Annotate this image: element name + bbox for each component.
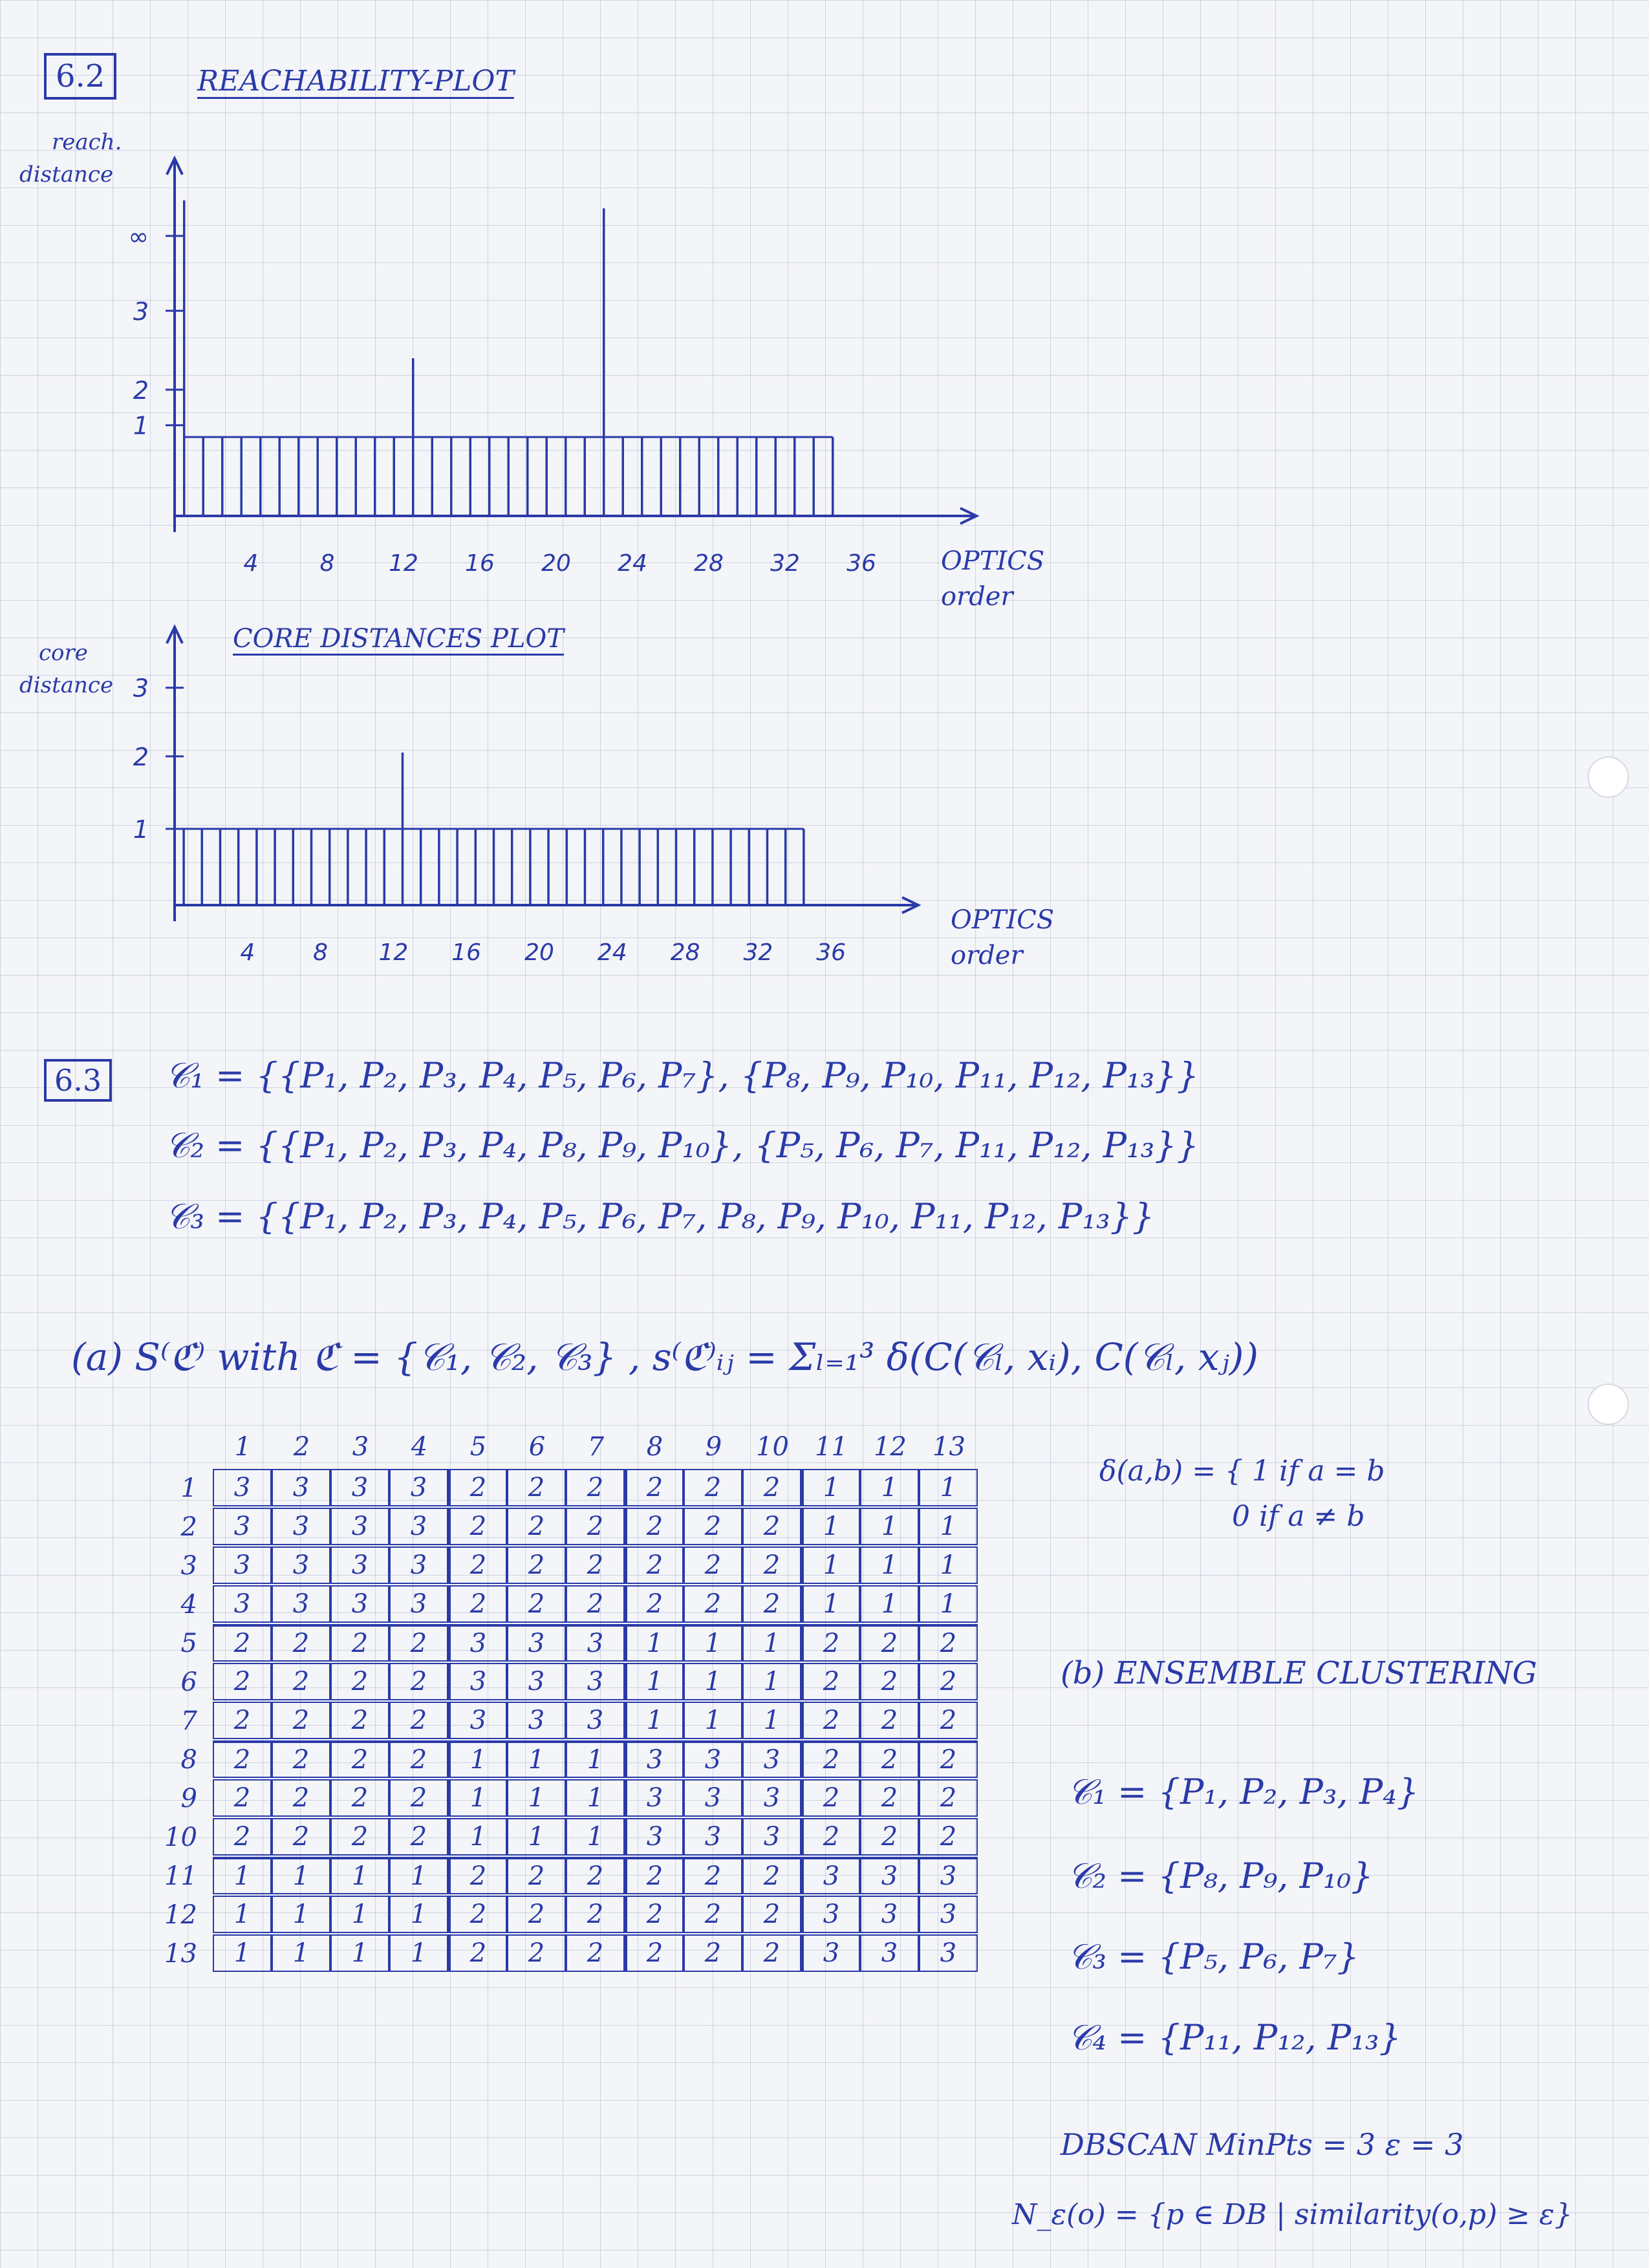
- matrix-row-label: 11: [164, 1861, 197, 1891]
- core-ytick-label-1: 1: [133, 815, 149, 844]
- matrix-col-label: 10: [756, 1432, 789, 1462]
- matrix-cell: 2: [860, 1818, 919, 1856]
- matrix-cell: 3: [801, 1857, 860, 1894]
- matrix-cell: 1: [330, 1896, 389, 1933]
- matrix-cell: 1: [860, 1585, 919, 1623]
- core-xtick-label-8: 8: [313, 939, 329, 966]
- matrix-cell: 2: [507, 1934, 566, 1972]
- matrix-cell: 2: [213, 1818, 272, 1856]
- matrix-cell: 1: [860, 1546, 919, 1584]
- matrix-cell: 3: [448, 1624, 507, 1662]
- matrix-cell: 2: [684, 1934, 742, 1972]
- core-xtick-label-16: 16: [451, 939, 482, 966]
- matrix-cell: 1: [507, 1779, 566, 1817]
- matrix-cell: 3: [684, 1740, 742, 1778]
- matrix-cell: 2: [272, 1624, 330, 1662]
- matrix-cell: 2: [272, 1740, 330, 1778]
- matrix-cell: 1: [742, 1702, 801, 1739]
- matrix-cell: 2: [860, 1663, 919, 1700]
- matrix-cell: 1: [272, 1896, 330, 1933]
- matrix-cell: 3: [330, 1469, 389, 1506]
- matrix-cell: 2: [742, 1508, 801, 1545]
- matrix-cell: 3: [742, 1779, 801, 1817]
- matrix-cell: 2: [566, 1934, 625, 1972]
- matrix-cell: 3: [919, 1896, 978, 1933]
- eps-neighborhood-definition: N_ε(o) = {p ∈ DB | similarity(o,p) ≥ ε}: [1012, 2198, 1573, 2231]
- matrix-cell: 1: [272, 1857, 330, 1894]
- matrix-cell: 3: [389, 1469, 448, 1506]
- matrix-cell: 1: [860, 1508, 919, 1545]
- core-distances-plot: [133, 627, 918, 966]
- matrix-cell: 2: [272, 1702, 330, 1739]
- reach-xtick-label-24: 24: [618, 550, 647, 577]
- core-xtick-label-36: 36: [816, 939, 846, 966]
- matrix-cell: 2: [389, 1624, 448, 1662]
- matrix-cell: 3: [860, 1857, 919, 1894]
- matrix-cell: 2: [801, 1740, 860, 1778]
- matrix-cell: 1: [919, 1469, 978, 1506]
- section-6-2-label: 6.2: [44, 53, 116, 100]
- matrix-col-label: 7: [587, 1432, 605, 1462]
- matrix-cell: 2: [389, 1740, 448, 1778]
- matrix-cell: 3: [625, 1779, 684, 1817]
- matrix-cell: 1: [330, 1857, 389, 1894]
- matrix-cell: 2: [448, 1896, 507, 1933]
- matrix-cell: 1: [272, 1934, 330, 1972]
- matrix-cell: 2: [860, 1702, 919, 1739]
- matrix-col-label: 4: [411, 1432, 428, 1462]
- matrix-cell: 1: [684, 1702, 742, 1739]
- matrix-row-label: 8: [180, 1745, 197, 1775]
- clustering-c2: 𝒞₂ = {{P₁, P₂, P₃, P₄, P₈, P₉, P₁₀}, {P₅, P₆, P₇, P₁₁, P₁₂, P₁₃}}: [165, 1125, 1200, 1166]
- matrix-cell: 2: [507, 1469, 566, 1506]
- matrix-col-label: 6: [528, 1432, 546, 1462]
- reachability-ylabel-2: distance: [19, 162, 114, 187]
- matrix-cell: 2: [860, 1624, 919, 1662]
- matrix-cell: 2: [801, 1624, 860, 1662]
- matrix-col-label: 5: [469, 1432, 487, 1462]
- matrix-cell: 3: [272, 1469, 330, 1506]
- core-xtick-label-4: 4: [240, 939, 255, 966]
- matrix-cell: 3: [389, 1546, 448, 1584]
- core-ytick-label-3: 3: [133, 674, 149, 703]
- matrix-cell: 2: [330, 1818, 389, 1856]
- reach-xtick-label-16: 16: [465, 550, 495, 577]
- reachability-plot-title: REACHABILITY-PLOT: [197, 65, 514, 98]
- matrix-cell: 2: [389, 1702, 448, 1739]
- clustering-c3: 𝒞₃ = {{P₁, P₂, P₃, P₄, P₅, P₆, P₇, P₈, P₉, P₁₀, P₁₁, P₁₂, P₁₃}}: [165, 1196, 1155, 1237]
- matrix-col-label: 12: [874, 1432, 907, 1462]
- ensemble-cluster-3: 𝒞₃ = {P₅, P₆, P₇}: [1067, 1936, 1359, 1977]
- matrix-cell: 1: [389, 1934, 448, 1972]
- matrix-cell: 2: [919, 1740, 978, 1778]
- reach-xtick-label-4: 4: [243, 550, 259, 577]
- matrix-cell: 1: [213, 1857, 272, 1894]
- matrix-cell: 2: [213, 1702, 272, 1739]
- matrix-cell: 3: [742, 1818, 801, 1856]
- matrix-cell: 2: [566, 1469, 625, 1506]
- matrix-cell: 1: [801, 1508, 860, 1545]
- core-xtick-label-24: 24: [597, 939, 627, 966]
- matrix-col-label: 13: [932, 1432, 965, 1462]
- matrix-cell: 1: [448, 1779, 507, 1817]
- matrix-cell: 2: [684, 1469, 742, 1506]
- matrix-cell: 2: [801, 1779, 860, 1817]
- matrix-cell: 1: [507, 1740, 566, 1778]
- matrix-cell: 3: [507, 1702, 566, 1739]
- matrix-row-label: 3: [180, 1551, 197, 1581]
- matrix-cell: 2: [272, 1663, 330, 1700]
- matrix-cell: 2: [625, 1585, 684, 1623]
- matrix-cell: 3: [330, 1585, 389, 1623]
- matrix-cell: 3: [389, 1585, 448, 1623]
- reach-ytick-label-3: 3: [133, 297, 149, 326]
- matrix-cell: 2: [684, 1546, 742, 1584]
- matrix-cell: 3: [566, 1663, 625, 1700]
- matrix-cell: 1: [860, 1469, 919, 1506]
- reach-xtick-label-12: 12: [389, 550, 418, 577]
- matrix-cell: 2: [919, 1818, 978, 1856]
- matrix-cell: 2: [566, 1857, 625, 1894]
- matrix-cell: 2: [330, 1779, 389, 1817]
- matrix-cell: 2: [742, 1546, 801, 1584]
- matrix-row-label: 10: [164, 1823, 197, 1852]
- matrix-cell: 1: [919, 1546, 978, 1584]
- core-xtick-label-32: 32: [743, 939, 773, 966]
- clustering-c1: 𝒞₁ = {{P₁, P₂, P₃, P₄, P₅, P₆, P₇}, {P₈, P₉, P₁₀, P₁₁, P₁₂, P₁₃}}: [165, 1055, 1200, 1096]
- matrix-cell: 3: [330, 1508, 389, 1545]
- matrix-cell: 3: [507, 1624, 566, 1662]
- dbscan-params: DBSCAN MinPts = 3 ε = 3: [1061, 2127, 1464, 2162]
- core-xtick-label-28: 28: [670, 939, 700, 966]
- matrix-cell: 1: [919, 1508, 978, 1545]
- core-xlabel-1: OPTICS: [951, 905, 1055, 935]
- matrix-cell: 1: [684, 1663, 742, 1700]
- matrix-cell: 2: [742, 1585, 801, 1623]
- reach-ytick-label-∞: ∞: [128, 222, 149, 251]
- matrix-cell: 2: [625, 1546, 684, 1584]
- matrix-cell: 2: [448, 1546, 507, 1584]
- delta-definition-line1: δ(a,b) = { 1 if a = b: [1099, 1455, 1385, 1488]
- matrix-cell: 2: [919, 1663, 978, 1700]
- matrix-cell: 1: [625, 1663, 684, 1700]
- matrix-row-label: 7: [180, 1706, 197, 1736]
- matrix-cell: 2: [330, 1702, 389, 1739]
- matrix-cell: 3: [684, 1779, 742, 1817]
- matrix-cell: 1: [213, 1934, 272, 1972]
- matrix-cell: 3: [919, 1857, 978, 1894]
- reach-xtick-label-8: 8: [319, 550, 335, 577]
- matrix-cell: 2: [742, 1896, 801, 1933]
- matrix-cell: 1: [801, 1469, 860, 1506]
- matrix-cell: 1: [625, 1702, 684, 1739]
- matrix-cell: 2: [330, 1624, 389, 1662]
- matrix-cell: 3: [860, 1896, 919, 1933]
- core-xtick-label-20: 20: [524, 939, 554, 966]
- matrix-cell: 3: [448, 1702, 507, 1739]
- matrix-cell: 2: [684, 1857, 742, 1894]
- matrix-cell: 2: [213, 1740, 272, 1778]
- ensemble-cluster-2: 𝒞₂ = {P₈, P₉, P₁₀}: [1067, 1856, 1374, 1896]
- reach-xtick-label-28: 28: [694, 550, 724, 577]
- matrix-cell: 2: [272, 1818, 330, 1856]
- reach-xtick-label-20: 20: [541, 550, 571, 577]
- ensemble-cluster-4: 𝒞₄ = {P₁₁, P₁₂, P₁₃}: [1067, 2017, 1401, 2058]
- matrix-cell: 1: [566, 1740, 625, 1778]
- matrix-cell: 2: [742, 1857, 801, 1894]
- matrix-cell: 1: [448, 1818, 507, 1856]
- matrix-cell: 2: [919, 1702, 978, 1739]
- matrix-cell: 2: [742, 1469, 801, 1506]
- matrix-cell: 3: [860, 1934, 919, 1972]
- matrix-cell: 2: [860, 1740, 919, 1778]
- core-ylabel-2: distance: [19, 672, 114, 698]
- matrix-cell: 3: [213, 1585, 272, 1623]
- matrix-cell: 2: [801, 1818, 860, 1856]
- matrix-cell: 1: [389, 1857, 448, 1894]
- matrix-cell: 2: [507, 1857, 566, 1894]
- matrix-cell: 3: [566, 1624, 625, 1662]
- matrix-cell: 2: [684, 1896, 742, 1933]
- matrix-cell: 2: [625, 1934, 684, 1972]
- part-b-heading: (b) ENSEMBLE CLUSTERING: [1061, 1655, 1537, 1691]
- matrix-cell: 3: [566, 1702, 625, 1739]
- matrix-cell: 3: [919, 1934, 978, 1972]
- matrix-cell: 3: [272, 1508, 330, 1545]
- matrix-cell: 3: [272, 1585, 330, 1623]
- matrix-cell: 2: [625, 1469, 684, 1506]
- matrix-cell: 2: [448, 1934, 507, 1972]
- matrix-cell: 2: [566, 1508, 625, 1545]
- matrix-cell: 3: [213, 1546, 272, 1584]
- matrix-cell: 2: [448, 1585, 507, 1623]
- matrix-cell: 1: [448, 1740, 507, 1778]
- matrix-cell: 3: [625, 1818, 684, 1856]
- matrix-cell: 1: [742, 1624, 801, 1662]
- matrix-cell: 2: [801, 1663, 860, 1700]
- matrix-cell: 1: [801, 1546, 860, 1584]
- reachability-xlabel-1: OPTICS: [941, 546, 1045, 576]
- matrix-col-label: 11: [815, 1432, 848, 1462]
- matrix-col-label: 3: [352, 1432, 369, 1462]
- matrix-cell: 2: [448, 1508, 507, 1545]
- matrix-cell: 3: [389, 1508, 448, 1545]
- matrix-cell: 2: [507, 1508, 566, 1545]
- matrix-cell: 2: [919, 1779, 978, 1817]
- matrix-cell: 3: [507, 1663, 566, 1700]
- matrix-cell: 2: [566, 1896, 625, 1933]
- matrix-cell: 2: [389, 1663, 448, 1700]
- core-ytick-label-2: 2: [133, 742, 149, 771]
- section-6-3-label: 6.3: [44, 1059, 112, 1102]
- core-distances-title: CORE DISTANCES PLOT: [233, 624, 564, 654]
- matrix-cell: 3: [448, 1663, 507, 1700]
- matrix-cell: 3: [213, 1508, 272, 1545]
- matrix-row-label: 6: [180, 1667, 197, 1697]
- matrix-row-label: 1: [180, 1473, 197, 1503]
- punch-hole-middle: [1588, 1384, 1629, 1425]
- matrix-row-label: 12: [164, 1900, 197, 1930]
- matrix-cell: 2: [801, 1702, 860, 1739]
- ensemble-cluster-1: 𝒞₁ = {P₁, P₂, P₃, P₄}: [1067, 1771, 1419, 1812]
- matrix-cell: 2: [742, 1934, 801, 1972]
- matrix-cell: 3: [625, 1740, 684, 1778]
- matrix-row-label: 5: [180, 1629, 197, 1658]
- matrix-cell: 3: [330, 1546, 389, 1584]
- reach-xtick-label-36: 36: [846, 550, 876, 577]
- matrix-row-label: 4: [180, 1590, 197, 1620]
- matrix-cell: 3: [801, 1934, 860, 1972]
- matrix-cell: 2: [448, 1469, 507, 1506]
- matrix-cell: 2: [448, 1857, 507, 1894]
- reach-ytick-label-1: 1: [133, 411, 149, 440]
- matrix-row-label: 13: [164, 1939, 197, 1969]
- core-xlabel-2: order: [951, 941, 1023, 970]
- matrix-row-label: 9: [180, 1784, 197, 1813]
- delta-definition-line2: 0 if a ≠ b: [1232, 1500, 1365, 1533]
- matrix-col-label: 9: [705, 1432, 722, 1462]
- matrix-cell: 1: [566, 1779, 625, 1817]
- matrix-col-label: 1: [234, 1432, 252, 1462]
- matrix-cell: 2: [684, 1585, 742, 1623]
- reach-xtick-label-32: 32: [770, 550, 800, 577]
- matrix-cell: 2: [272, 1779, 330, 1817]
- matrix-cell: 2: [213, 1624, 272, 1662]
- core-xtick-label-12: 12: [378, 939, 409, 966]
- matrix-cell: 3: [272, 1546, 330, 1584]
- matrix-col-label: 2: [293, 1432, 310, 1462]
- matrix-cell: 2: [330, 1740, 389, 1778]
- matrix-cell: 2: [625, 1508, 684, 1545]
- matrix-cell: 1: [389, 1896, 448, 1933]
- matrix-cell: 3: [684, 1818, 742, 1856]
- core-ylabel-1: core: [39, 640, 88, 666]
- matrix-cell: 2: [389, 1818, 448, 1856]
- matrix-cell: 1: [625, 1624, 684, 1662]
- matrix-cell: 2: [213, 1779, 272, 1817]
- matrix-cell: 3: [801, 1896, 860, 1933]
- matrix-cell: 2: [213, 1663, 272, 1700]
- matrix-cell: 2: [507, 1546, 566, 1584]
- reachability-xlabel-2: order: [941, 582, 1013, 612]
- reachability-ylabel-1: reach.: [52, 129, 122, 155]
- matrix-cell: 2: [919, 1624, 978, 1662]
- matrix-cell: 2: [625, 1896, 684, 1933]
- matrix-cell: 2: [389, 1779, 448, 1817]
- matrix-row-label: 2: [180, 1512, 197, 1542]
- matrix-cell: 2: [507, 1585, 566, 1623]
- matrix-cell: 1: [801, 1585, 860, 1623]
- reach-ytick-label-2: 2: [133, 376, 149, 405]
- matrix-cell: 1: [507, 1818, 566, 1856]
- matrix-cell: 1: [919, 1585, 978, 1623]
- reachability-plot: [0, 0, 1649, 1034]
- matrix-cell: 2: [566, 1546, 625, 1584]
- matrix-cell: 1: [742, 1663, 801, 1700]
- similarity-matrix: [164, 1432, 982, 2157]
- matrix-cell: 1: [330, 1934, 389, 1972]
- matrix-cell: 2: [330, 1663, 389, 1700]
- matrix-cell: 1: [213, 1896, 272, 1933]
- matrix-cell: 2: [684, 1508, 742, 1545]
- part-a-heading: (a) S⁽ℭ⁾ with ℭ = {𝒞₁, 𝒞₂, 𝒞₃} , s⁽ℭ⁾ᵢⱼ = Σₗ₌₁³ δ(C(𝒞ₗ, xᵢ), C(𝒞ₗ, xⱼ)): [71, 1335, 1259, 1379]
- matrix-cell: 2: [566, 1585, 625, 1623]
- matrix-cell: 2: [507, 1896, 566, 1933]
- matrix-cell: 3: [742, 1740, 801, 1778]
- matrix-cell: 2: [860, 1779, 919, 1817]
- matrix-cell: 1: [566, 1818, 625, 1856]
- matrix-col-label: 8: [646, 1432, 663, 1462]
- matrix-cell: 2: [625, 1857, 684, 1894]
- matrix-cell: 3: [213, 1469, 272, 1506]
- matrix-cell: 1: [684, 1624, 742, 1662]
